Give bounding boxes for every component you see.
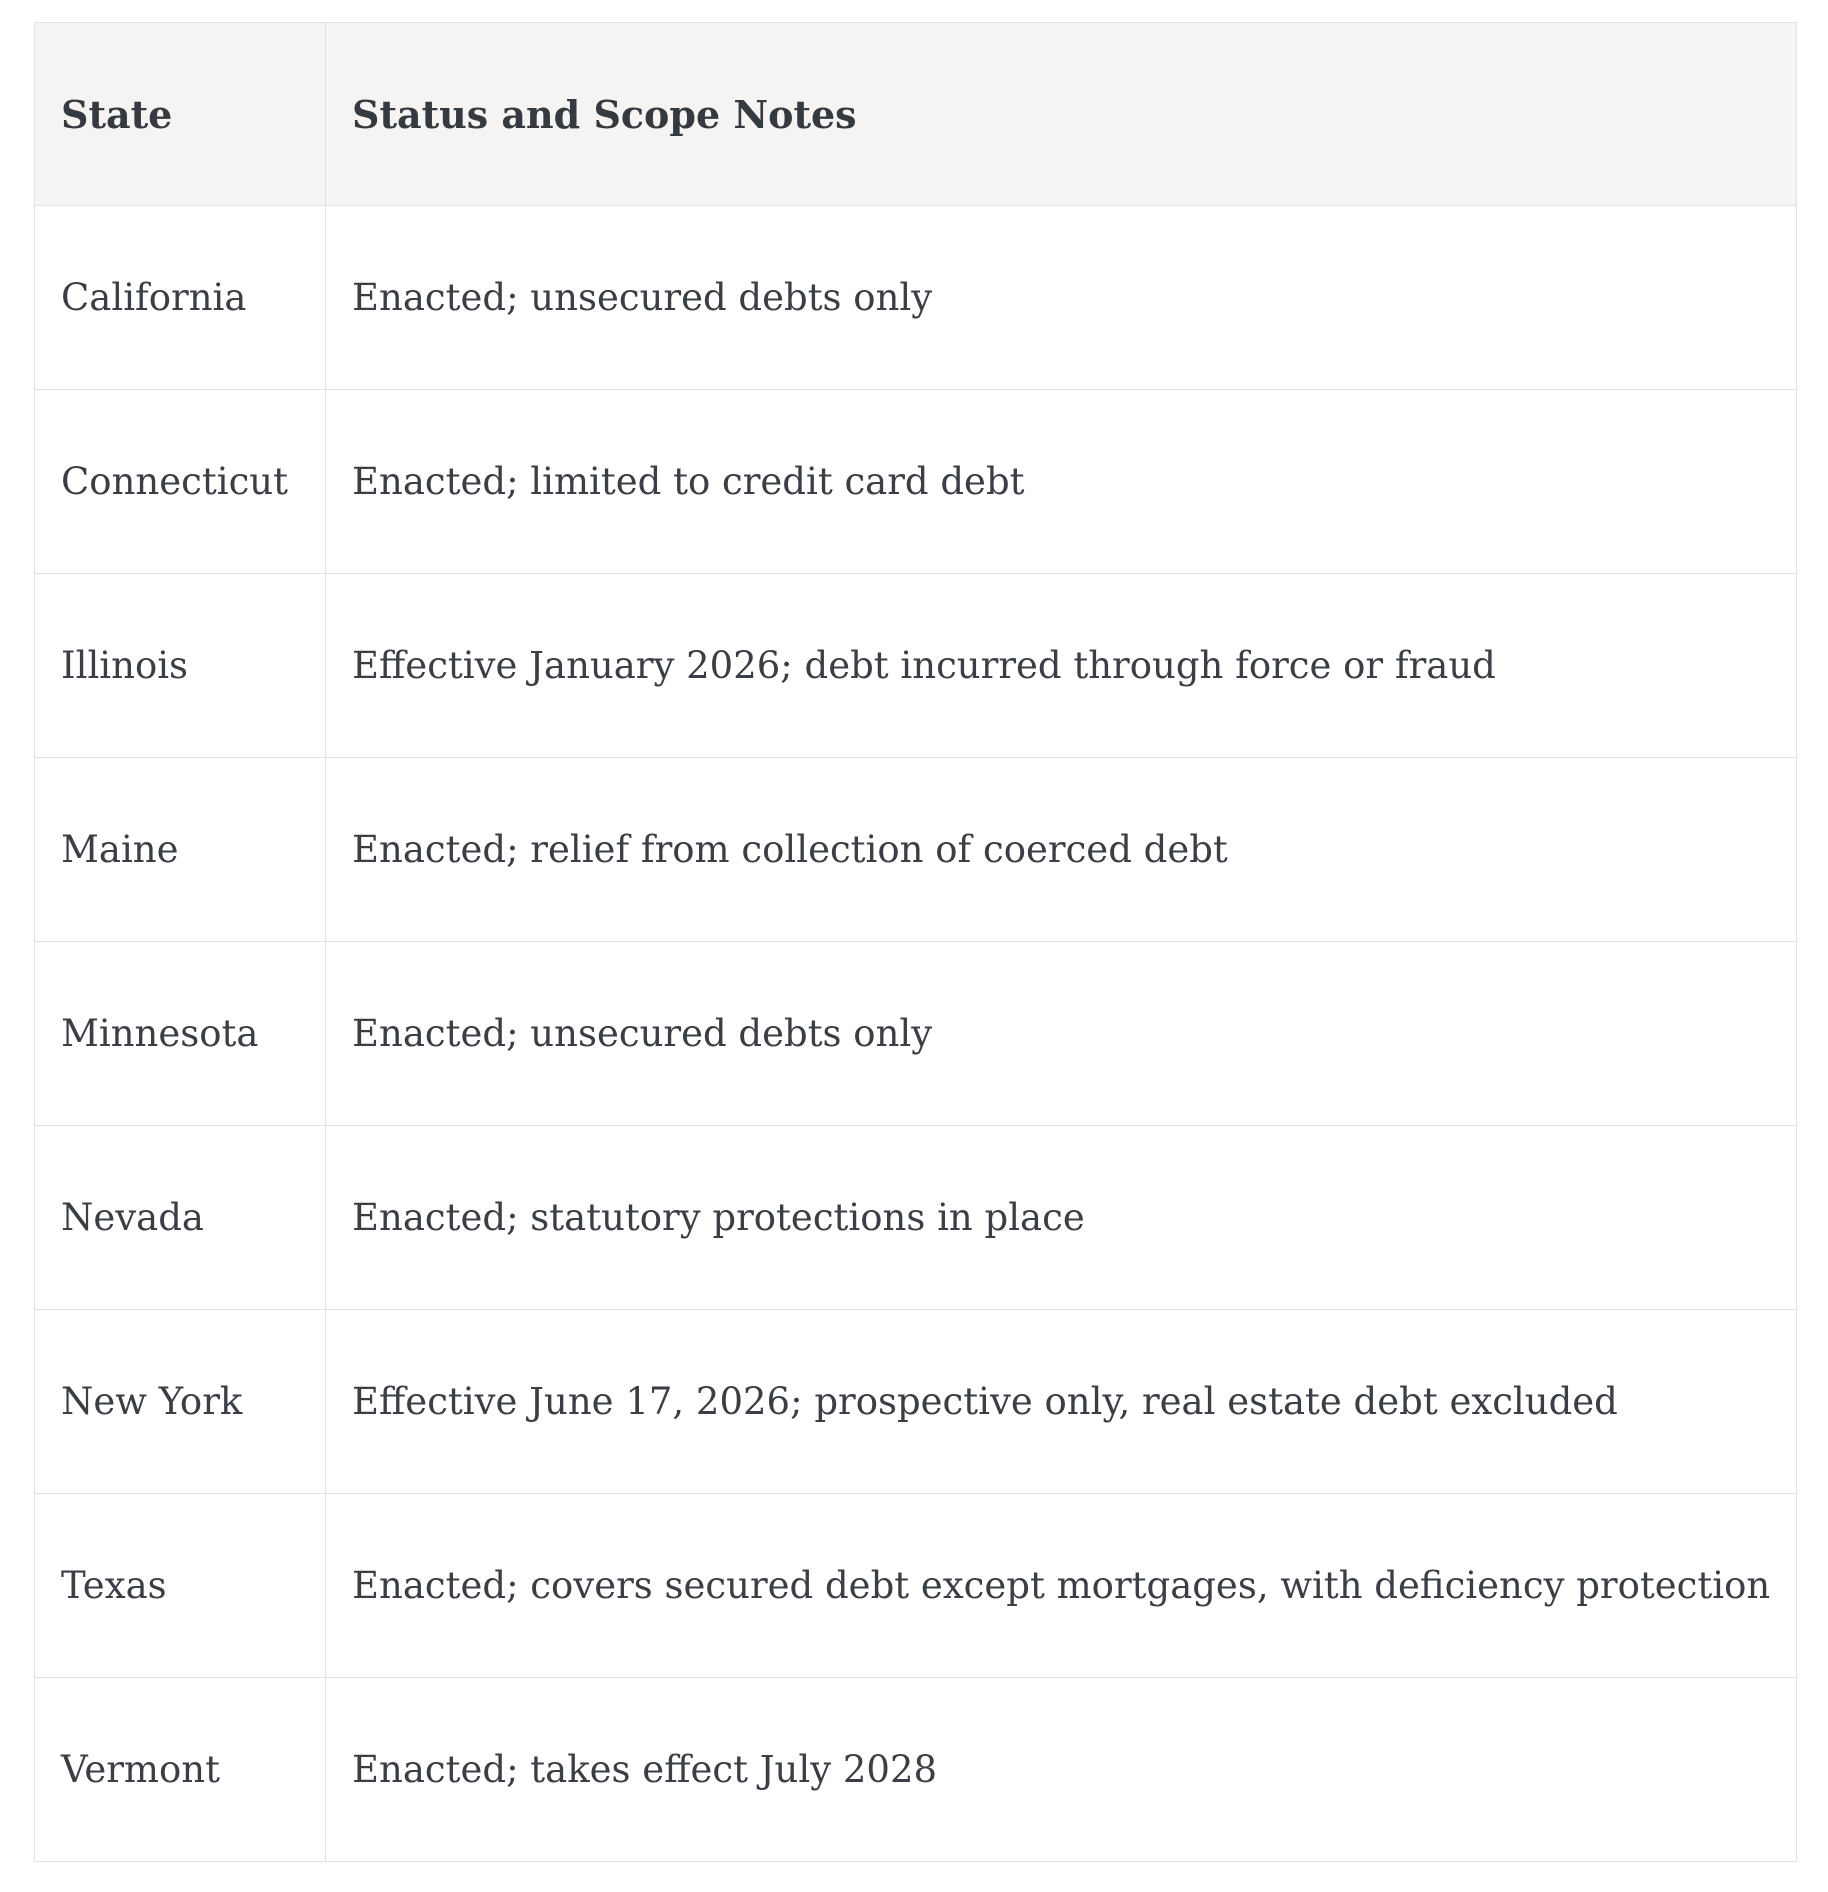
header-status-notes: Status and Scope Notes <box>326 23 1797 206</box>
table-row <box>35 206 1797 390</box>
table-row <box>35 1678 1797 1862</box>
cell-state: Connecticut <box>35 390 326 574</box>
table-header <box>35 23 1797 206</box>
table-row <box>35 1494 1797 1678</box>
cell-state: Illinois <box>35 574 326 758</box>
table-row <box>35 942 1797 1126</box>
cell-notes: Enacted; unsecured debts only <box>326 942 1797 1126</box>
table-row <box>35 390 1797 574</box>
cell-notes: Enacted; statutory protections in place <box>326 1126 1797 1310</box>
cell-state: Minnesota <box>35 942 326 1126</box>
cell-notes: Effective June 17, 2026; prospective only, real estate debt excluded <box>326 1310 1797 1494</box>
cell-state: Vermont <box>35 1678 326 1862</box>
state-law-table-container <box>34 22 1796 1862</box>
table-row <box>35 574 1797 758</box>
cell-notes: Enacted; takes effect July 2028 <box>326 1678 1797 1862</box>
cell-notes: Enacted; unsecured debts only <box>326 206 1797 390</box>
table-body <box>35 206 1797 1862</box>
header-state: State <box>35 23 326 206</box>
table-row <box>35 758 1797 942</box>
table-row <box>35 1126 1797 1310</box>
state-law-table <box>34 22 1797 1862</box>
cell-notes: Enacted; covers secured debt except mortgages, with deficiency protection <box>326 1494 1797 1678</box>
cell-notes: Effective January 2026; debt incurred through force or fraud <box>326 574 1797 758</box>
cell-notes: Enacted; relief from collection of coerced debt <box>326 758 1797 942</box>
cell-state: California <box>35 206 326 390</box>
cell-state: Texas <box>35 1494 326 1678</box>
header-row <box>35 23 1797 206</box>
cell-state: Maine <box>35 758 326 942</box>
cell-state: New York <box>35 1310 326 1494</box>
cell-notes: Enacted; limited to credit card debt <box>326 390 1797 574</box>
cell-state: Nevada <box>35 1126 326 1310</box>
table-row <box>35 1310 1797 1494</box>
